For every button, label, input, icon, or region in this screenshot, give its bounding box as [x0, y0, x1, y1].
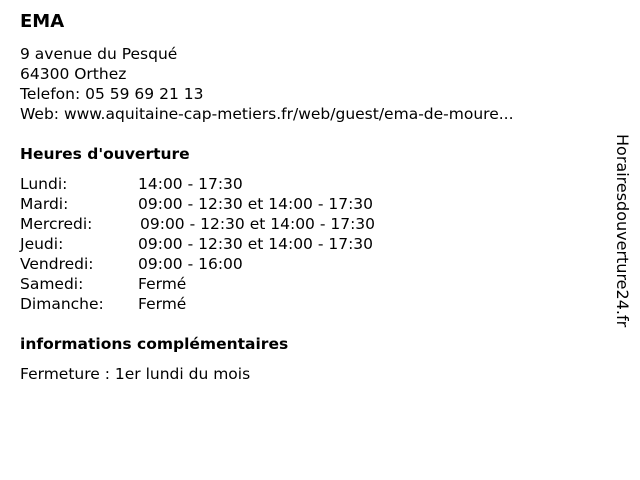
hours-row-lundi — [20, 174, 440, 194]
website-link[interactable]: Web: www.aquitaine-cap-metiers.fr/web/guest/ema-de-moure... — [20, 105, 514, 123]
hours-row-samedi — [20, 274, 440, 294]
day-label: Mercredi: — [20, 215, 93, 233]
address-street: 9 avenue du Pesqué — [20, 45, 178, 63]
additional-info-heading: informations complémentaires — [20, 335, 289, 353]
hours-value: 09:00 - 16:00 — [138, 255, 243, 273]
hours-row-mardi — [20, 194, 440, 214]
hours-value: 14:00 - 17:30 — [138, 175, 243, 193]
day-label: Dimanche: — [20, 295, 104, 313]
hours-value: 09:00 - 12:30 et 14:00 - 17:30 — [138, 195, 374, 213]
opening-hours-heading: Heures d'ouverture — [20, 145, 190, 163]
hours-row-jeudi — [20, 234, 440, 254]
hours-value: 09:00 - 12:30 et 14:00 - 17:30 — [138, 235, 374, 253]
hours-value: 09:00 - 12:30 et 14:00 - 17:30 — [140, 215, 376, 233]
day-label: Lundi: — [20, 175, 68, 193]
day-label: Vendredi: — [20, 255, 94, 273]
day-label: Jeudi: — [20, 235, 64, 253]
hours-value: Fermé — [138, 275, 187, 293]
hours-row-vendredi — [20, 254, 440, 274]
opening-hours-table — [20, 174, 440, 314]
additional-info-text: Fermeture : 1er lundi du mois — [20, 365, 251, 383]
hours-row-dimanche — [20, 294, 440, 314]
hours-value: Fermé — [138, 295, 187, 313]
day-label: Samedi: — [20, 275, 84, 293]
day-label: Mardi: — [20, 195, 69, 213]
address-city: 64300 Orthez — [20, 65, 127, 83]
site-watermark: Horairesdouverture24.fr — [613, 134, 632, 328]
phone-number: Telefon: 05 59 69 21 13 — [20, 85, 204, 103]
hours-row-mercredi — [20, 214, 440, 234]
business-contact — [20, 44, 514, 124]
business-name: EMA — [20, 11, 65, 32]
